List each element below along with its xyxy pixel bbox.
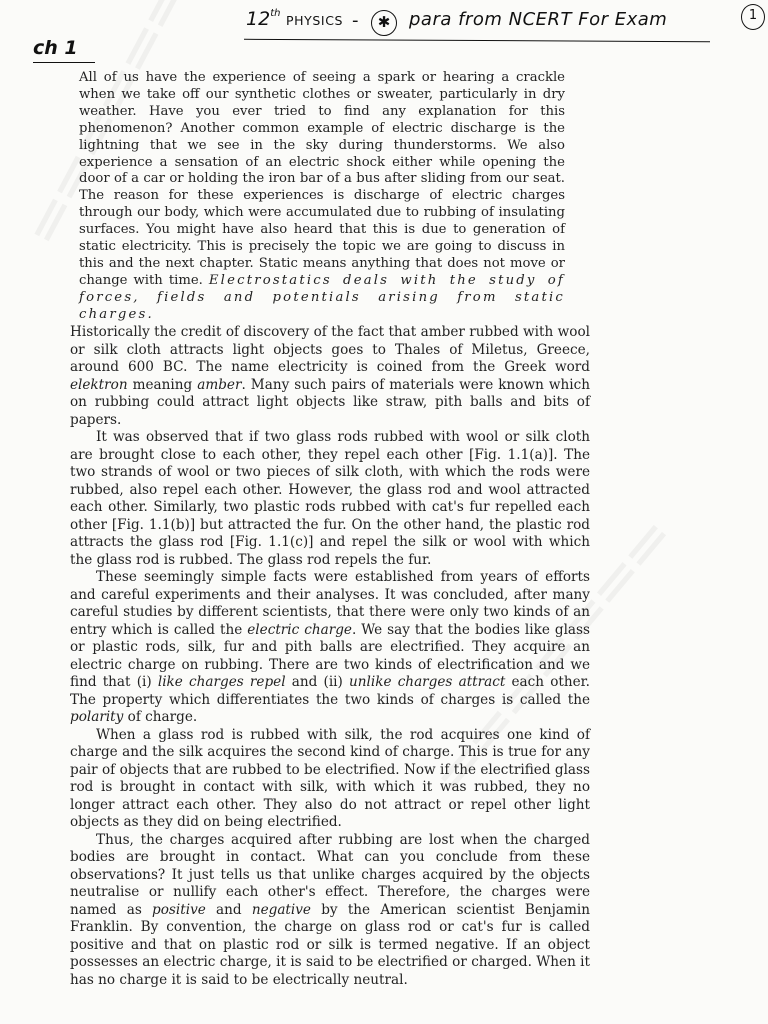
handwritten-subject: PHYSICS <box>286 13 344 28</box>
chapter-underline <box>33 62 95 63</box>
handwritten-chapter-label: ch 1 <box>33 37 78 59</box>
paragraph-1 <box>70 324 590 429</box>
polarity-term: polarity <box>70 709 124 725</box>
intro-plain-text: All of us have the experience of seeing a spark or hearing a crackle when we take off our synthetic clothes or sweater, particularly in dry weather. Have you ever tried to find any explanation for this phenomenon? Another common example of electric discharge is the lightning that we see in the sky during thunderstorms. We also experience a sensation of an electric shock either while opening the door of a car or holding the iron bar of a bus after sliding from our seat. The reason for these experiences is discharge of electric charges through our body, which were accumulated due to rubbing of insulating surfaces. You might have also heard that this is due to generation of static electricity. This is precisely the topic we are going to discuss in this and the next chapter. Static means anything that does not move or change with time. <box>79 70 565 288</box>
paragraph-4: When a glass rod is rubbed with silk, the rod acquires one kind of charge and the silk acquires the second kind of charge. This is true for any pair of objects that are rubbed to be electrified. Now if the electrified glass rod is brought in contact with silk, with which it was rubbed, they no longer attract each other. They also do not attract or repel other light objects as they did on being electrified. <box>70 726 590 830</box>
paragraph-1-text: . Many such pairs of materials were known which on rubbing could attract light objects like straw, pith balls and bits of papers. <box>70 376 590 428</box>
circled-page-number: 1 <box>741 4 765 30</box>
handwritten-dash: - <box>352 10 359 31</box>
paragraph-3-text: and (ii) <box>285 674 350 690</box>
intro-emphasis-text: Electrostatics deals with the study of forces, fields and potentials arising from static charges. <box>79 272 565 322</box>
circled-star-mark-icon: ✱ <box>371 10 397 36</box>
intro-text-block <box>79 70 565 324</box>
main-text-block <box>70 324 590 989</box>
paragraph-5-text: by the American scientist Benjamin Franklin. By convention, the charge on glass rod or cat's fur is called positive and that on plastic rod or silk is termed negative. If an object possesses an electric charge, it is said to be electrified or charged. When it has no charge it is said to be electrically neutral. <box>70 901 590 988</box>
like-charges-repel-term: like charges repel <box>157 674 286 690</box>
paragraph-5-text: Thus, the charges acquired after rubbing are lost when the charged bodies are brought in contact. What can you conclude from these observations? It just tells us that unlike charges acquired by the objects neutralise or nullify each other's effect. Therefore, the charges were named as <box>70 831 590 918</box>
paragraph-3-text: These seemingly simple facts were established from years of efforts and careful experiments and their analyses. It was concluded, after many careful studies by different scientists, that there were only two kinds of an entry which is called the <box>70 569 590 638</box>
paragraph-5 <box>70 832 590 990</box>
paragraph-3-text: . We say that the bodies like glass or plastic rods, silk, fur and pith balls are electrified. They acquire an electric charge on rubbing. There are two kinds of electrification and we find that (i) <box>70 621 590 690</box>
intro-paragraph <box>79 70 565 324</box>
handwritten-grade: 12th <box>246 8 281 30</box>
handwritten-title: para from NCERT For Exam <box>409 9 668 30</box>
negative-term: negative <box>251 901 311 918</box>
paragraph-3-text: of charge. <box>123 709 198 725</box>
paragraph-5-text: and <box>205 901 252 918</box>
title-underline <box>244 39 710 42</box>
positive-term: positive <box>152 901 206 918</box>
paragraph-1-text: meaning <box>127 376 198 393</box>
paragraph-2: It was observed that if two glass rods rubbed with wool or silk cloth are brought close to each other, they repel each other [Fig. 1.1(a)]. The two strands of wool or two pieces of silk cloth, with which the rods were rubbed, also repel each other. However, the glass rod and wool attracted each other. Similarly, two plastic rods rubbed with cat's fur repelled each other [Fig. 1.1(b)] but attracted the fur. On the other hand, the plastic rod attracts the glass rod [Fig. 1.1(c)] and repel the silk or wool with which the glass rod is rubbed. The glass rod repels the fur. <box>70 429 590 568</box>
amber-term: amber <box>197 376 242 393</box>
paragraph-3 <box>70 569 590 727</box>
paragraph-1-text: Historically the credit of discovery of the fact that amber rubbed with wool or silk cloth attracts light objects goes to Thales of Miletus, Greece, around 600 BC. The name electricity is coined from the Greek word <box>70 324 590 375</box>
elektron-term: elektron <box>70 376 128 393</box>
electric-charge-term: electric charge <box>247 621 352 638</box>
paragraph-3-text: each other. The property which differentiates the two kinds of charges is called the <box>70 674 590 708</box>
unlike-charges-attract-term: unlike charges attract <box>349 674 506 690</box>
